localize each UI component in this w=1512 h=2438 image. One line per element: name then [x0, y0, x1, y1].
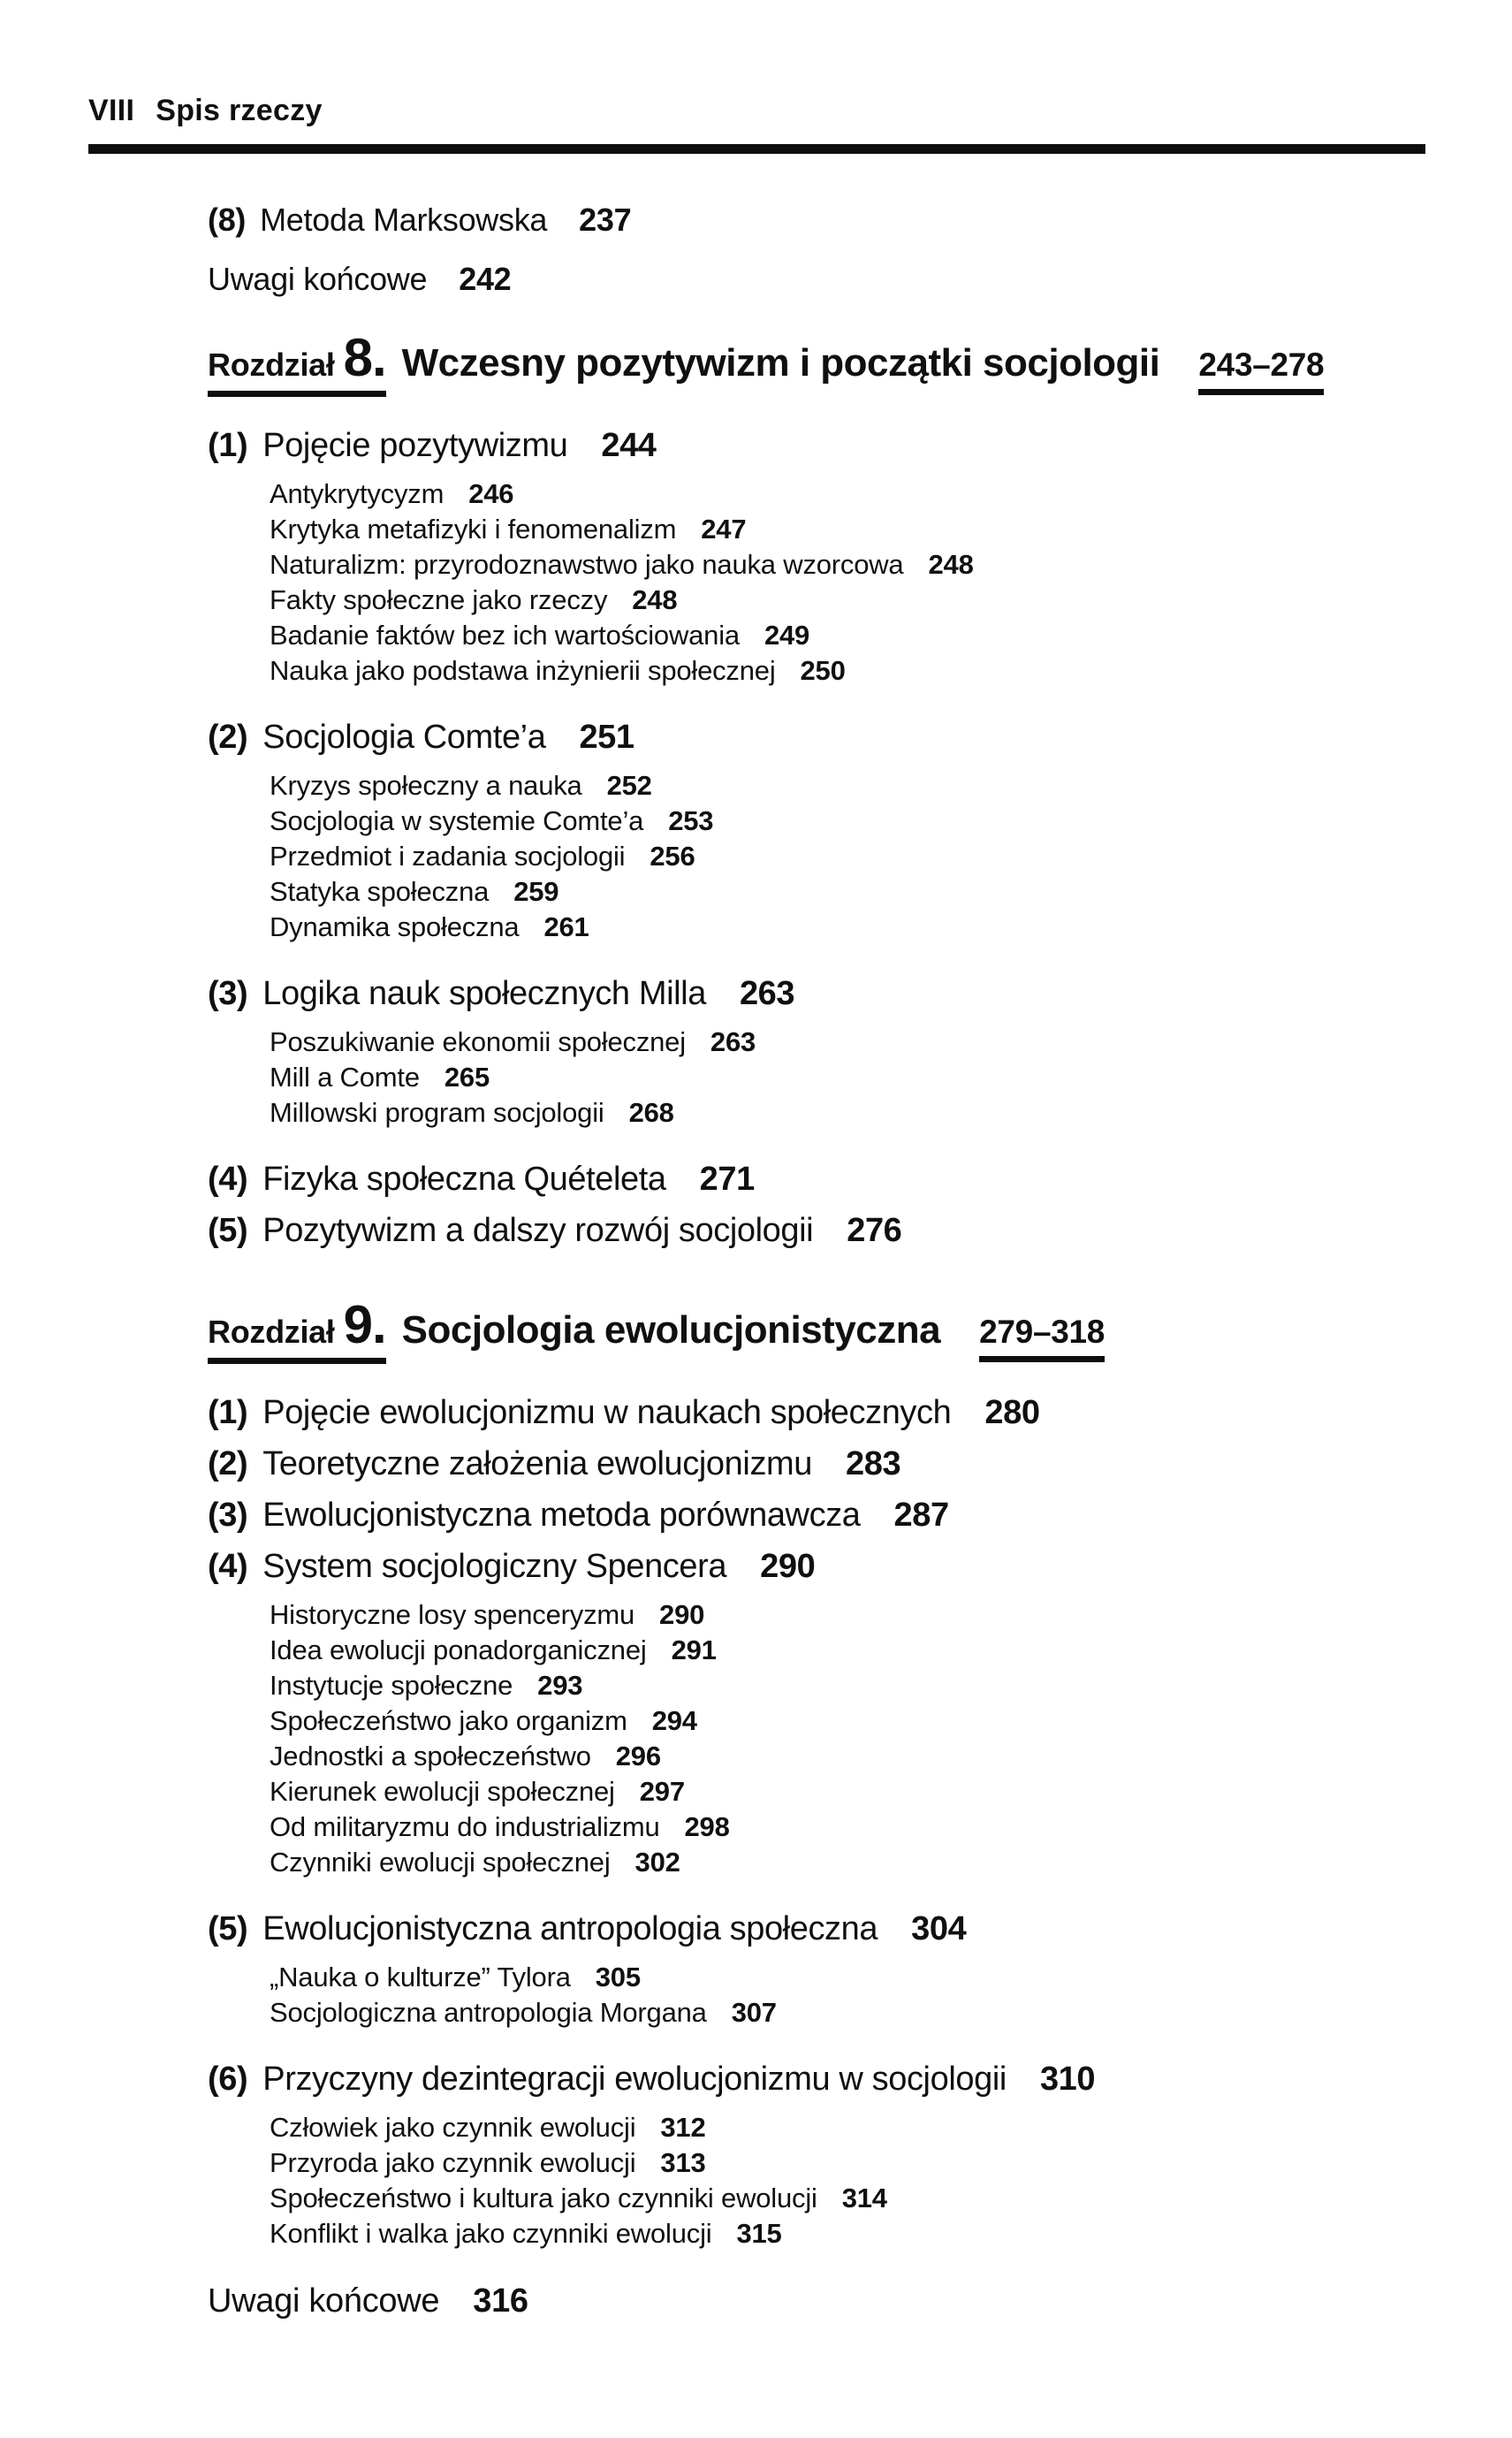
section-page-number: 290: [760, 1548, 816, 1585]
section-title: Teoretyczne założenia ewolucjonizmu: [262, 1445, 813, 1482]
section-title: System socjologiczny Spencera: [262, 1548, 727, 1585]
section-page-number: 271: [699, 1161, 755, 1198]
section-entry: [208, 1907, 1459, 1951]
page-header-title: Spis rzeczy: [156, 94, 323, 127]
section-title: Ewolucjonistyczna metoda porównawcza: [262, 1497, 861, 1534]
section-page-number: 310: [1039, 2061, 1096, 2098]
section-page-number: 276: [847, 1212, 902, 1249]
subsection-page-number: 248: [928, 549, 974, 580]
closing-page-number: 316: [473, 2282, 528, 2320]
section-marker: (2): [208, 719, 248, 756]
subsection-page-number: 307: [731, 1997, 777, 2028]
subsection-entry: [270, 874, 1459, 910]
subsection-title: „Nauka o kulturze” Tylora: [270, 1962, 571, 1992]
section-marker: (1): [208, 427, 248, 464]
subsection-page-number: 265: [444, 1062, 490, 1093]
subsection-entry: [270, 2110, 1459, 2145]
section-entry: [208, 200, 1459, 240]
section-entry: [208, 1157, 1459, 1201]
subsection-entry: [270, 1845, 1459, 1880]
subsection-page-number: 315: [736, 2218, 782, 2249]
subsection-title: Mill a Comte: [270, 1062, 420, 1093]
chapter-heading: [208, 328, 1459, 397]
subsection-title: Kierunek ewolucji społecznej: [270, 1776, 615, 1807]
subsection-entry: [270, 1739, 1459, 1774]
subsection-title: Idea ewolucji ponadorganicznej: [270, 1634, 647, 1665]
subsection-page-number: 268: [628, 1097, 674, 1128]
subsection-title: Dynamika społeczna: [270, 911, 520, 942]
subsection-list: [270, 476, 1459, 689]
subsection-title: Antykrytycyzm: [270, 478, 444, 509]
section-entry: [208, 2057, 1459, 2101]
subsection-page-number: 256: [650, 841, 695, 872]
subsection-title: Kryzys społeczny a nauka: [270, 770, 582, 801]
section-entry: [208, 423, 1459, 468]
subsection-title: Socjologiczna antropologia Morgana: [270, 1997, 707, 2028]
section-entry: [208, 1390, 1459, 1435]
section-page-number: 237: [579, 202, 632, 238]
section-marker: (5): [208, 1212, 248, 1249]
section-entry: [208, 971, 1459, 1016]
subsection-entry: [270, 476, 1459, 512]
subsection-title: Poszukiwanie ekonomii społecznej: [270, 1026, 686, 1057]
section-marker: (4): [208, 1161, 248, 1198]
subsection-title: Społeczeństwo i kultura jako czynniki ewolucji: [270, 2183, 817, 2213]
subsection-list: [270, 1597, 1459, 1880]
section-title: Pozytywizm a dalszy rozwój socjologii: [262, 1212, 814, 1249]
subsection-title: Przyroda jako czynnik ewolucji: [270, 2147, 636, 2178]
section-page-number: 244: [601, 427, 657, 464]
page-number-roman: VIII: [88, 94, 135, 127]
subsection-page-number: 247: [701, 514, 747, 545]
subsection-title: Konflikt i walka jako czynniki ewolucji: [270, 2218, 712, 2249]
section-entry: [208, 1442, 1459, 1486]
section-marker: (1): [208, 1394, 248, 1431]
closing-entry: [208, 2280, 1459, 2322]
subsection-page-number: 253: [668, 805, 714, 836]
subsection-title: Czynniki ewolucji społecznej: [270, 1847, 611, 1878]
subsection-title: Instytucje społeczne: [270, 1670, 513, 1701]
subsection-page-number: 314: [841, 2183, 887, 2213]
section-page-number: 280: [984, 1394, 1040, 1431]
section-page-number: 304: [911, 1910, 967, 1947]
subsection-page-number: 297: [639, 1776, 685, 1807]
subsection-title: Przedmiot i zadania socjologii: [270, 841, 626, 872]
section-marker: (2): [208, 1445, 248, 1482]
subsection-title: Krytyka metafizyki i fenomenalizm: [270, 514, 677, 545]
section-marker: (5): [208, 1910, 248, 1947]
section-title: Pojęcie ewolucjonizmu w naukach społecznych: [262, 1394, 952, 1431]
section-title: Fizyka społeczna Quételeta: [262, 1161, 666, 1198]
section-page-number: 287: [893, 1497, 949, 1534]
section-entry: [208, 715, 1459, 759]
subsection-page-number: 263: [710, 1026, 756, 1057]
chapter-page-range: 279–318: [979, 1314, 1105, 1362]
subsection-list: [270, 1960, 1459, 2030]
subsection-page-number: 312: [660, 2112, 706, 2143]
subsection-entry: [270, 1995, 1459, 2030]
subsection-entry: [270, 1703, 1459, 1739]
subsection-page-number: 246: [468, 478, 514, 509]
section-title: Logika nauk społecznych Milla: [262, 975, 706, 1012]
subsection-title: Socjologia w systemie Comte’a: [270, 805, 644, 836]
subsection-entry: [270, 1633, 1459, 1668]
subsection-list: [270, 1025, 1459, 1131]
subsection-page-number: 291: [671, 1634, 717, 1665]
subsection-entry: [270, 1774, 1459, 1809]
closing-title: Uwagi końcowe: [208, 2282, 440, 2320]
subsection-title: Od militaryzmu do industrializmu: [270, 1811, 660, 1842]
section-title: Ewolucjonistyczna antropologia społeczna: [262, 1910, 878, 1947]
section-title: Przyczyny dezintegracji ewolucjonizmu w socjologii: [262, 2061, 1007, 2098]
closing-entry: [208, 259, 1459, 300]
subsection-page-number: 290: [659, 1599, 705, 1630]
subsection-entry: [270, 1060, 1459, 1095]
section-marker: (8): [208, 202, 247, 238]
subsection-page-number: 261: [543, 911, 589, 942]
subsection-page-number: 313: [660, 2147, 706, 2178]
chapter-label-underlined: [208, 328, 386, 397]
toc-content: [208, 200, 1459, 2322]
subsection-entry: [270, 1025, 1459, 1060]
subsection-list: [270, 2110, 1459, 2251]
subsection-entry: [270, 512, 1459, 547]
subsection-page-number: 293: [537, 1670, 583, 1701]
subsection-entry: [270, 1668, 1459, 1703]
chapter-label: Rozdział: [208, 1314, 335, 1350]
subsection-page-number: 294: [651, 1705, 697, 1736]
section-marker: (4): [208, 1548, 248, 1585]
subsection-page-number: 250: [800, 655, 846, 686]
subsection-page-number: 249: [764, 620, 810, 651]
subsection-entry: [270, 653, 1459, 689]
chapter-number: 9.: [343, 1295, 386, 1354]
section-title: Pojęcie pozytywizmu: [262, 427, 568, 464]
chapter-heading: [208, 1295, 1459, 1364]
subsection-entry: [270, 839, 1459, 874]
subsection-entry: [270, 2145, 1459, 2181]
subsection-entry: [270, 1095, 1459, 1131]
subsection-title: Historyczne losy spenceryzmu: [270, 1599, 635, 1630]
page-header: [88, 92, 1459, 129]
subsection-page-number: 248: [632, 584, 678, 615]
section-marker: (3): [208, 1497, 248, 1534]
subsection-title: Jednostki a społeczeństwo: [270, 1741, 591, 1771]
subsection-entry: [270, 1809, 1459, 1845]
subsection-title: Millowski program socjologii: [270, 1097, 604, 1128]
closing-title: Uwagi końcowe: [208, 261, 428, 297]
subsection-entry: [270, 768, 1459, 804]
subsection-entry: [270, 2181, 1459, 2216]
subsection-entry: [270, 1597, 1459, 1633]
subsection-list: [270, 768, 1459, 945]
subsection-entry: [270, 583, 1459, 618]
subsection-page-number: 298: [684, 1811, 730, 1842]
subsection-page-number: 302: [634, 1847, 680, 1878]
subsection-title: Naturalizm: przyrodoznawstwo jako nauka wzorcowa: [270, 549, 904, 580]
chapter-label-underlined: [208, 1295, 386, 1364]
chapter-number: 8.: [343, 328, 386, 387]
chapter-title: Wczesny pozytywizm i początki socjologii: [401, 341, 1160, 385]
subsection-title: Statyka społeczna: [270, 876, 490, 907]
section-title: Metoda Marksowska: [260, 202, 548, 238]
section-page-number: 283: [846, 1445, 901, 1482]
subsection-title: Człowiek jako czynnik ewolucji: [270, 2112, 636, 2143]
subsection-entry: [270, 2216, 1459, 2251]
section-entry: [208, 1544, 1459, 1589]
closing-page-number: 242: [459, 261, 512, 297]
subsection-page-number: 296: [615, 1741, 661, 1771]
chapter-label: Rozdział: [208, 347, 335, 383]
section-entry: [208, 1208, 1459, 1253]
chapter-title: Socjologia ewolucjonistyczna: [401, 1308, 941, 1352]
subsection-entry: [270, 804, 1459, 839]
subsection-entry: [270, 910, 1459, 945]
subsection-entry: [270, 1960, 1459, 1995]
subsection-page-number: 259: [513, 876, 559, 907]
subsection-title: Badanie faktów bez ich wartościowania: [270, 620, 740, 651]
section-title: Socjologia Comte’a: [262, 719, 546, 756]
subsection-page-number: 252: [606, 770, 652, 801]
subsection-title: Społeczeństwo jako organizm: [270, 1705, 627, 1736]
section-entry: [208, 1493, 1459, 1537]
section-marker: (6): [208, 2061, 248, 2098]
section-page-number: 263: [739, 975, 795, 1012]
chapter-page-range: 243–278: [1198, 347, 1324, 395]
subsection-entry: [270, 547, 1459, 583]
section-marker: (3): [208, 975, 248, 1012]
header-rule: [88, 144, 1425, 154]
subsection-title: Nauka jako podstawa inżynierii społecznej: [270, 655, 776, 686]
subsection-page-number: 305: [595, 1962, 641, 1992]
subsection-entry: [270, 618, 1459, 653]
subsection-title: Fakty społeczne jako rzeczy: [270, 584, 608, 615]
section-page-number: 251: [579, 719, 634, 756]
